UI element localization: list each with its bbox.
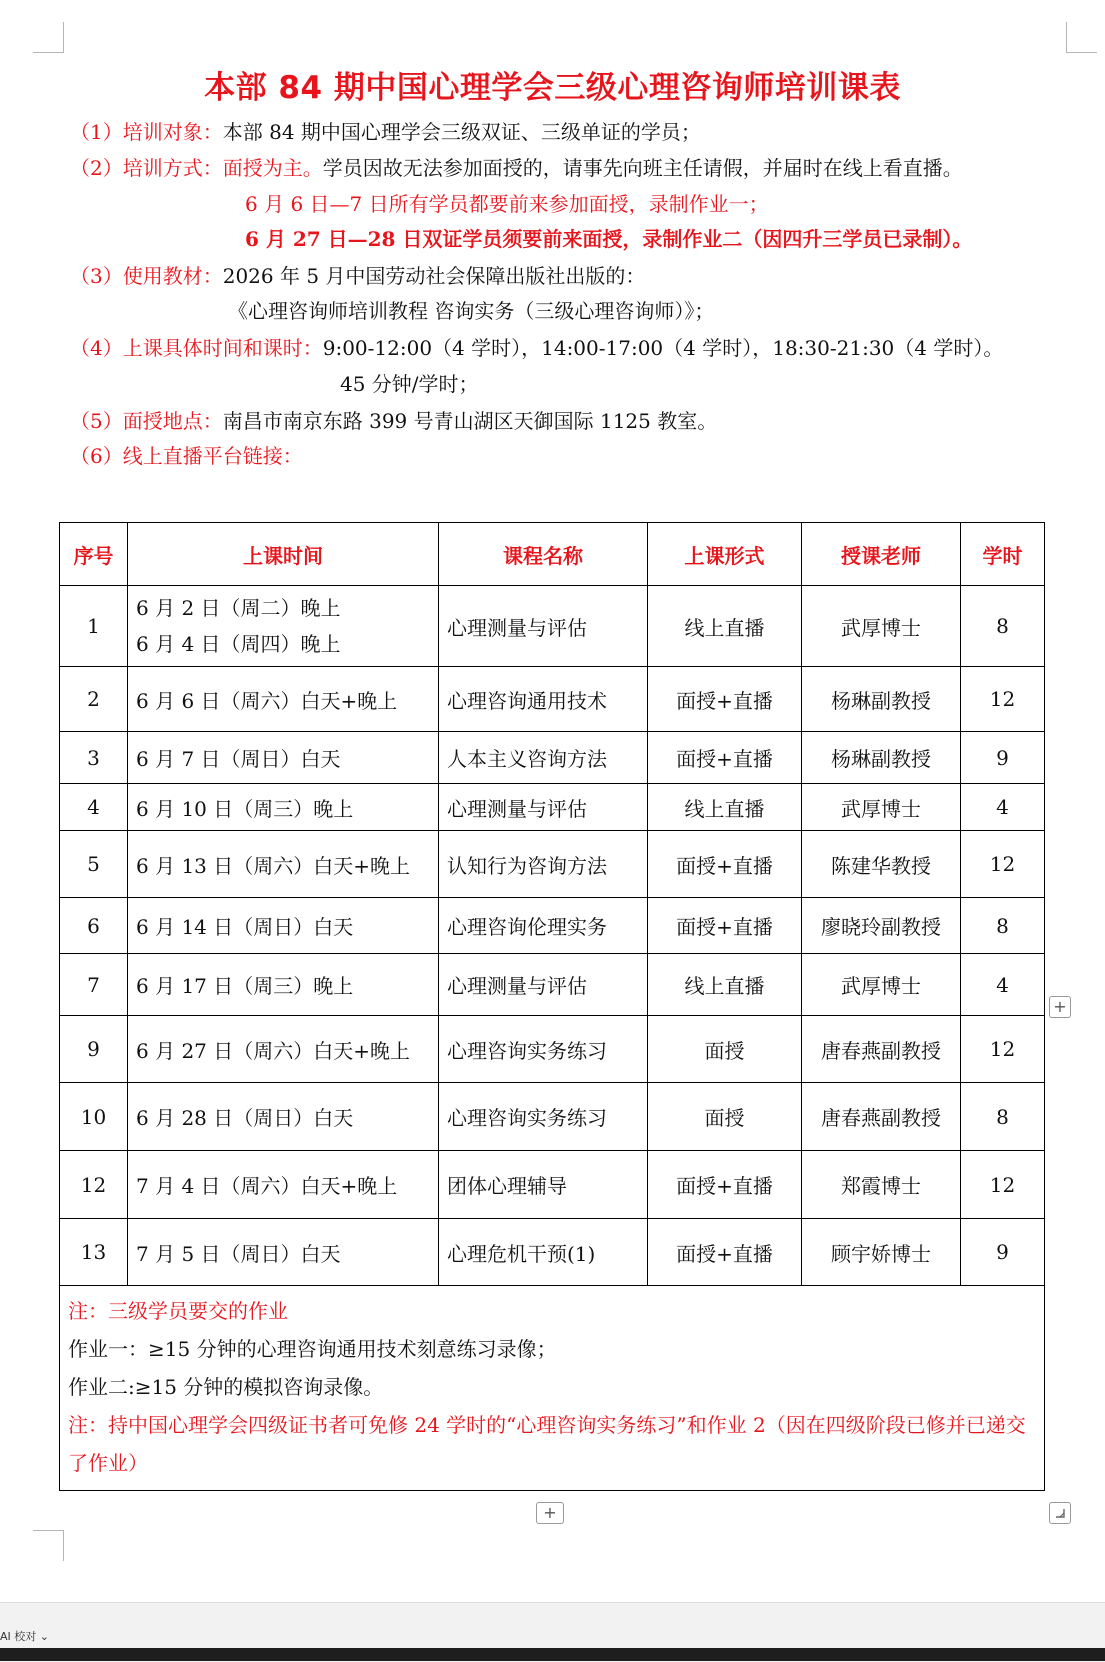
info-line-note-june27[interactable]: 6 月 27 日—28 日双证学员须要前来面授，录制作业二（因四升三学员已录制）。 <box>245 227 973 251</box>
info-line-schedule-time[interactable] <box>70 335 1003 361</box>
resize-icon <box>1054 1507 1066 1519</box>
info-line-live-link[interactable]: （6）线上直播平台链接： <box>70 444 303 468</box>
notes-cell[interactable] <box>60 1286 1045 1491</box>
info-line-textbook-title[interactable]: 《心理咨询师培训教程 咨询实务（三级心理咨询师）》； <box>228 299 715 323</box>
header-time[interactable]: 上课时间 <box>128 523 439 586</box>
cell-course[interactable]: 心理咨询伦理实务 <box>439 898 648 954</box>
cell-time[interactable]: 6 月 13 日（周六）白天+晚上 <box>128 831 439 898</box>
cell-course[interactable]: 心理危机干预(1) <box>439 1219 648 1286</box>
cell-teacher[interactable]: 杨琳副教授 <box>802 667 961 732</box>
text-textbook: 2026 年 5 月中国劳动社会保障出版社出版的： <box>222 264 646 288</box>
cell-time[interactable]: 6 月 14 日（周日）白天 <box>128 898 439 954</box>
cell-course[interactable]: 心理测量与评估 <box>439 954 648 1016</box>
cell-no[interactable]: 5 <box>60 831 128 898</box>
cell-no[interactable]: 2 <box>60 667 128 732</box>
header-course[interactable]: 课程名称 <box>439 523 648 586</box>
ai-proofread-button[interactable]: AI 校对 ⌄ <box>0 1630 49 1643</box>
header-hours[interactable]: 学时 <box>961 523 1045 586</box>
label-method: （2）培训方式： <box>70 156 223 180</box>
cell-course[interactable]: 心理咨询实务练习 <box>439 1016 648 1083</box>
time-line-1: 6 月 2 日（周二）晚上 <box>136 596 341 620</box>
crop-mark-top-right <box>1066 22 1097 53</box>
cell-time[interactable]: 6 月 6 日（周六）白天+晚上 <box>128 667 439 732</box>
cell-hours[interactable]: 8 <box>961 586 1045 667</box>
cell-hours[interactable]: 4 <box>961 784 1045 831</box>
cell-mode[interactable]: 线上直播 <box>648 586 802 667</box>
table-row <box>60 954 1045 1016</box>
cell-mode[interactable]: 面授+直播 <box>648 1151 802 1219</box>
cell-teacher[interactable]: 廖晓玲副教授 <box>802 898 961 954</box>
table-row <box>60 1083 1045 1151</box>
cell-mode[interactable]: 面授+直播 <box>648 898 802 954</box>
cell-no[interactable]: 12 <box>60 1151 128 1219</box>
add-row-button[interactable]: + <box>536 1502 564 1524</box>
document-title[interactable]: 本部 84 期中国心理学会三级心理咨询师培训课表 <box>204 70 901 106</box>
table-row <box>60 732 1045 784</box>
label-textbook: （3）使用教材： <box>70 264 223 288</box>
note-homework-2: 作业二:≥15 分钟的模拟咨询录像。 <box>68 1375 384 1399</box>
cell-mode[interactable]: 面授+直播 <box>648 1219 802 1286</box>
cell-teacher[interactable]: 顾宇娇博士 <box>802 1219 961 1286</box>
cell-time[interactable]: 6 月 17 日（周三）晚上 <box>128 954 439 1016</box>
cell-hours[interactable]: 12 <box>961 831 1045 898</box>
time-line-2: 6 月 4 日（周四）晚上 <box>136 632 341 656</box>
text-method: 学员因故无法参加面授的，请事先向班主任请假，并届时在线上看直播。 <box>322 156 963 180</box>
cell-course[interactable]: 心理测量与评估 <box>439 784 648 831</box>
note-homework-1: 作业一：≥15 分钟的心理咨询通用技术刻意练习录像； <box>68 1337 557 1361</box>
cell-time[interactable] <box>128 586 439 667</box>
cell-no[interactable]: 1 <box>60 586 128 667</box>
cell-hours[interactable]: 8 <box>961 1083 1045 1151</box>
label-schedule-time: （4）上课具体时间和课时： <box>70 336 323 360</box>
cell-teacher[interactable]: 唐春燕副教授 <box>802 1016 961 1083</box>
cell-teacher[interactable]: 武厚博士 <box>802 784 961 831</box>
table-resize-handle[interactable] <box>1049 1502 1071 1524</box>
cell-course[interactable]: 心理咨询实务练习 <box>439 1083 648 1151</box>
table-row <box>60 784 1045 831</box>
cell-mode[interactable]: 线上直播 <box>648 954 802 1016</box>
header-teacher[interactable]: 授课老师 <box>802 523 961 586</box>
cell-mode[interactable]: 面授 <box>648 1083 802 1151</box>
label-location: （5）面授地点： <box>70 409 223 433</box>
cell-time[interactable]: 7 月 4 日（周六）白天+晚上 <box>128 1151 439 1219</box>
cell-no[interactable]: 6 <box>60 898 128 954</box>
cell-course[interactable]: 认知行为咨询方法 <box>439 831 648 898</box>
notes-row <box>60 1286 1045 1491</box>
cell-time[interactable]: 6 月 28 日（周日）白天 <box>128 1083 439 1151</box>
cell-hours[interactable]: 12 <box>961 667 1045 732</box>
table-row <box>60 898 1045 954</box>
cell-time[interactable]: 6 月 27 日（周六）白天+晚上 <box>128 1016 439 1083</box>
cell-hours[interactable]: 9 <box>961 1219 1045 1286</box>
text-schedule-time: 9:00-12:00（4 学时），14:00-17:00（4 学时），18:30-21:30（4 学时）。 <box>322 336 1004 360</box>
cell-course[interactable]: 团体心理辅导 <box>439 1151 648 1219</box>
cell-mode[interactable]: 面授+直播 <box>648 732 802 784</box>
cell-course[interactable]: 人本主义咨询方法 <box>439 732 648 784</box>
info-line-location[interactable] <box>70 408 717 434</box>
cell-no[interactable]: 4 <box>60 784 128 831</box>
cell-teacher[interactable]: 陈建华教授 <box>802 831 961 898</box>
cell-time[interactable]: 7 月 5 日（周日）白天 <box>128 1219 439 1286</box>
cell-time[interactable]: 6 月 10 日（周三）晚上 <box>128 784 439 831</box>
note-homework-title: 注：三级学员要交的作业 <box>68 1299 288 1323</box>
cell-hours[interactable]: 12 <box>961 1151 1045 1219</box>
crop-mark-bottom-left <box>33 1530 64 1561</box>
add-column-button[interactable]: + <box>1049 996 1071 1018</box>
note-exemption: 注：持中国心理学会四级证书者可免修 24 学时的“心理咨询实务练习”和作业 2（因在四级阶段已修并已递交了作业） <box>68 1413 1026 1475</box>
cell-time[interactable]: 6 月 7 日（周日）白天 <box>128 732 439 784</box>
cell-no[interactable]: 3 <box>60 732 128 784</box>
cell-teacher[interactable]: 唐春燕副教授 <box>802 1083 961 1151</box>
taskbar-strip <box>0 1648 1105 1661</box>
text-target: 本部 84 期中国心理学会三级双证、三级单证的学员； <box>222 120 701 144</box>
cell-hours[interactable]: 4 <box>961 954 1045 1016</box>
cell-hours[interactable]: 8 <box>961 898 1045 954</box>
text-location: 南昌市南京东路 399 号青山湖区天御国际 1125 教室。 <box>222 409 718 433</box>
crop-mark-top-left <box>33 22 64 53</box>
table-header-row <box>60 523 1045 586</box>
cell-mode[interactable]: 线上直播 <box>648 784 802 831</box>
cell-no[interactable]: 10 <box>60 1083 128 1151</box>
table-row <box>60 667 1045 732</box>
cell-teacher[interactable]: 武厚博士 <box>802 586 961 667</box>
cell-teacher[interactable]: 武厚博士 <box>802 954 961 1016</box>
cell-no[interactable]: 13 <box>60 1219 128 1286</box>
table-row <box>60 1016 1045 1083</box>
cell-mode[interactable]: 面授+直播 <box>648 667 802 732</box>
header-no[interactable]: 序号 <box>60 523 128 586</box>
table-row <box>60 831 1045 898</box>
table-row <box>60 586 1045 667</box>
info-line-target[interactable] <box>70 119 701 145</box>
cell-course[interactable]: 心理咨询通用技术 <box>439 667 648 732</box>
cell-no[interactable]: 7 <box>60 954 128 1016</box>
cell-hours[interactable]: 9 <box>961 732 1045 784</box>
header-mode[interactable]: 上课形式 <box>648 523 802 586</box>
cell-teacher[interactable]: 郑霞博士 <box>802 1151 961 1219</box>
info-line-note-june6[interactable]: 6 月 6 日—7 日所有学员都要前来参加面授，录制作业一； <box>245 192 769 216</box>
table-row <box>60 1219 1045 1286</box>
cell-mode[interactable]: 面授 <box>648 1016 802 1083</box>
cell-teacher[interactable]: 杨琳副教授 <box>802 732 961 784</box>
cell-no[interactable]: 9 <box>60 1016 128 1083</box>
info-line-method[interactable] <box>70 155 963 181</box>
method-emphasis: 面授为主。 <box>222 156 323 180</box>
schedule-table[interactable] <box>59 522 1045 1491</box>
label-target: （1）培训对象： <box>70 120 223 144</box>
table-row <box>60 1151 1045 1219</box>
cell-hours[interactable]: 12 <box>961 1016 1045 1083</box>
info-line-minutes-per-hour[interactable]: 45 分钟/学时； <box>340 372 479 396</box>
cell-course[interactable]: 心理测量与评估 <box>439 586 648 667</box>
cell-mode[interactable]: 面授+直播 <box>648 831 802 898</box>
info-line-textbook[interactable] <box>70 263 645 289</box>
